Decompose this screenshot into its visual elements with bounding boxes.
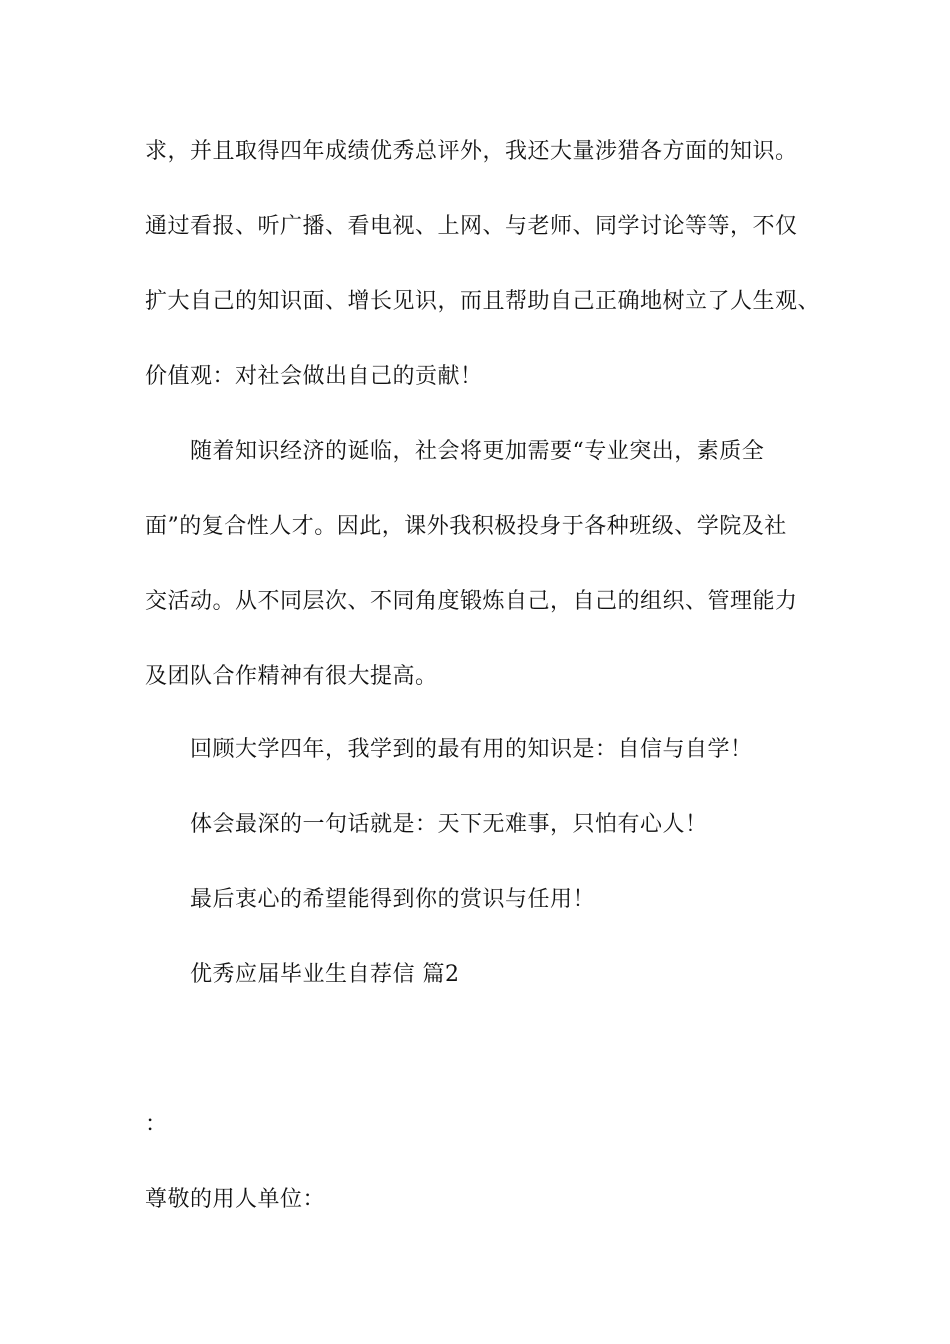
paragraph-line: 体会最深的一句话就是：天下无难事，只怕有心人！ [190, 812, 708, 837]
paragraph-line: 通过看报、听广播、看电视、上网、与老师、同学讨论等等，不仅 [145, 214, 798, 239]
paragraph-line: 随着知识经济的诞临，社会将更加需要“专业突出，素质全 [190, 439, 765, 464]
paragraph-line: 最后衷心的希望能得到你的赏识与任用！ [190, 887, 596, 912]
paragraph-line: 回顾大学四年，我学到的最有用的知识是：自信与自学！ [190, 737, 753, 762]
paragraph-line: 及团队合作精神有很大提高。 [145, 664, 438, 689]
section-heading: 优秀应届毕业生自荐信 篇2 [190, 962, 460, 987]
paragraph-line: 交活动。从不同层次、不同角度锻炼自己，自己的组织、管理能力 [145, 589, 798, 614]
salutation: 尊敬的用人单位： [145, 1187, 326, 1212]
paragraph-line: 面”的复合性人才。因此，课外我积极投身于各种班级、学院及社 [145, 514, 787, 539]
paragraph-line: ： [145, 1112, 168, 1137]
paragraph-line: 扩大自己的知识面、增长见识，而且帮助自己正确地树立了人生观、 [145, 289, 821, 314]
paragraph-line: 求，并且取得四年成绩优秀总评外，我还大量涉猎各方面的知识。 [145, 139, 798, 164]
paragraph-line: 价值观：对社会做出自己的贡献！ [145, 364, 483, 389]
